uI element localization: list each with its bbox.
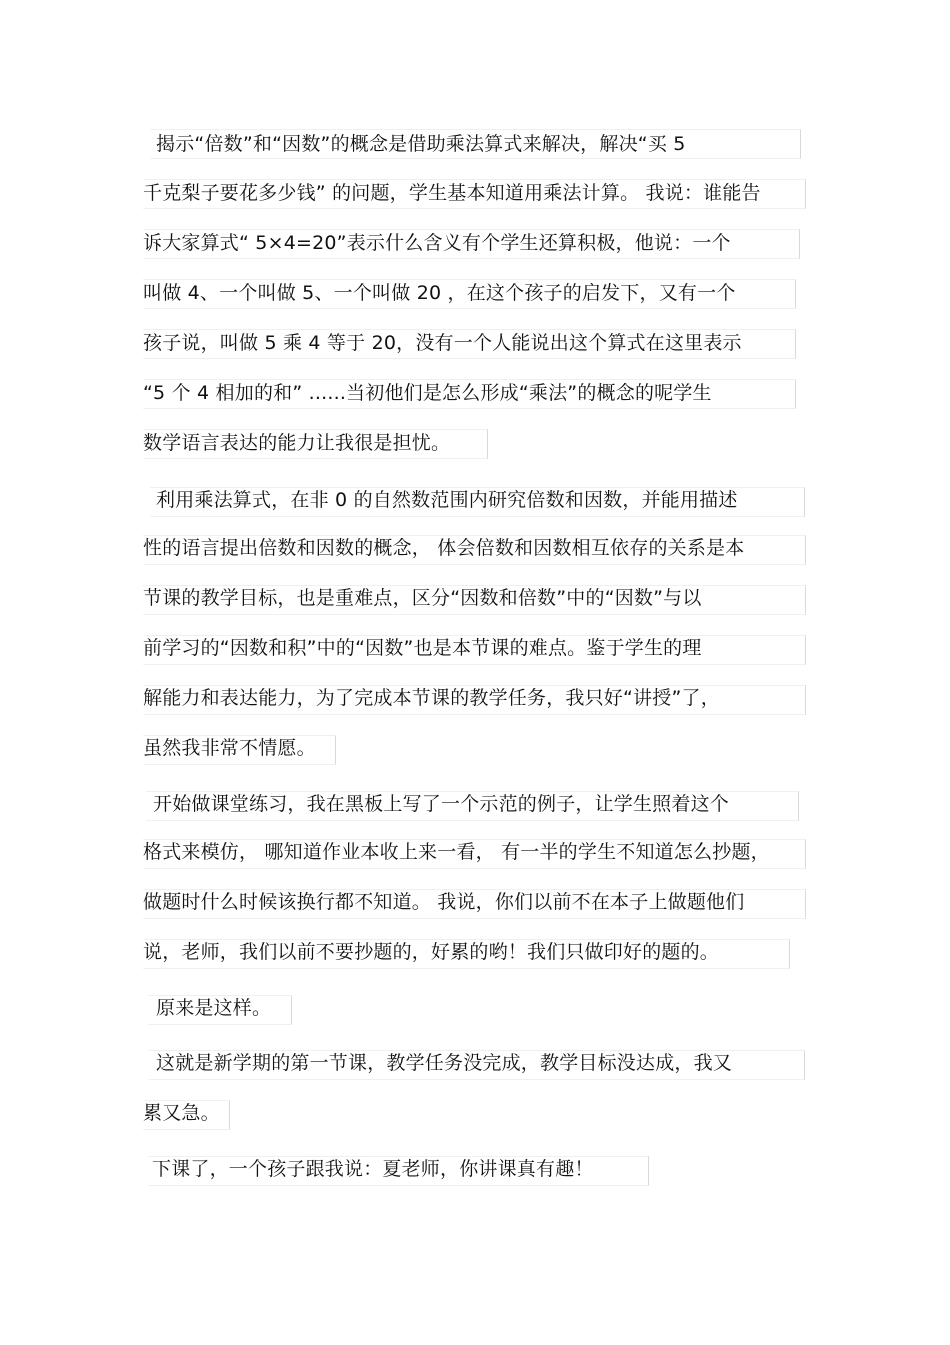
paragraph-2-line-2: 性的语言提出倍数和因数的概念， 体会倍数和因数相互依存的关系是本 <box>143 537 745 559</box>
paragraph-2-line-3: 节课的教学目标，也是重难点，区分“因数和倍数”中的“因数”与以 <box>143 587 702 609</box>
paragraph-4-line-1: 原来是这样。 <box>156 997 272 1019</box>
paragraph-2-line-6: 虽然我非常不情愿。 <box>143 737 316 759</box>
paragraph-1-line-5: 孩子说，叫做 5 乘 4 等于 20，没有一个人能说出这个算式在这里表示 <box>143 332 742 354</box>
paragraph-1-line-3: 诉大家算式“ 5×4=20”表示什么含义有个学生还算积极，他说：一个 <box>143 232 731 254</box>
paragraph-1-line-1: 揭示“倍数”和“因数”的概念是借助乘法算式来解决，解决“买 5 <box>156 133 686 155</box>
paragraph-3-line-4: 说，老师，我们以前不要抄题的，好累的哟！我们只做印好的题的。 <box>143 941 720 963</box>
paragraph-6-line-1: 下课了，一个孩子跟我说：夏老师，你讲课真有趣！ <box>152 1158 594 1180</box>
paragraph-3-line-1: 开始做课堂练习，我在黑板上写了一个示范的例子，让学生照着这个 <box>153 793 730 815</box>
paragraph-3-line-3: 做题时什么时候该换行都不知道。 我说，你们以前不在本子上做题他们 <box>143 891 745 913</box>
paragraph-2-line-1: 利用乘法算式，在非 0 的自然数范围内研究倍数和因数，并能用描述 <box>156 489 738 511</box>
paragraph-3-line-2: 格式来模仿， 哪知道作业本收上来一看， 有一半的学生不知道怎么抄题， <box>143 841 770 863</box>
paragraph-2-line-4: 前学习的“因数和积”中的“因数”也是本节课的难点。鉴于学生的理 <box>143 637 702 659</box>
paragraph-1-line-7: 数学语言表达的能力让我很是担忧。 <box>143 432 451 454</box>
paragraph-2-line-5: 解能力和表达能力，为了完成本节课的教学任务，我只好“讲授”了， <box>143 687 720 709</box>
paragraph-1-line-2: 千克梨子要花多少钱” 的问题，学生基本知道用乘法计算。 我说：谁能告 <box>143 182 761 204</box>
paragraph-1-line-6: “5 个 4 相加的和” ......当初他们是怎么形成“乘法”的概念的呢学生 <box>143 382 712 404</box>
paragraph-5-line-2: 累又急。 <box>143 1102 220 1124</box>
paragraph-5-line-1: 这就是新学期的第一节课，教学任务没完成，教学目标没达成，我又 <box>156 1052 733 1074</box>
paragraph-1-line-4: 叫做 4、一个叫做 5、一个叫做 20 ，在这个孩子的启发下，又有一个 <box>143 282 736 304</box>
